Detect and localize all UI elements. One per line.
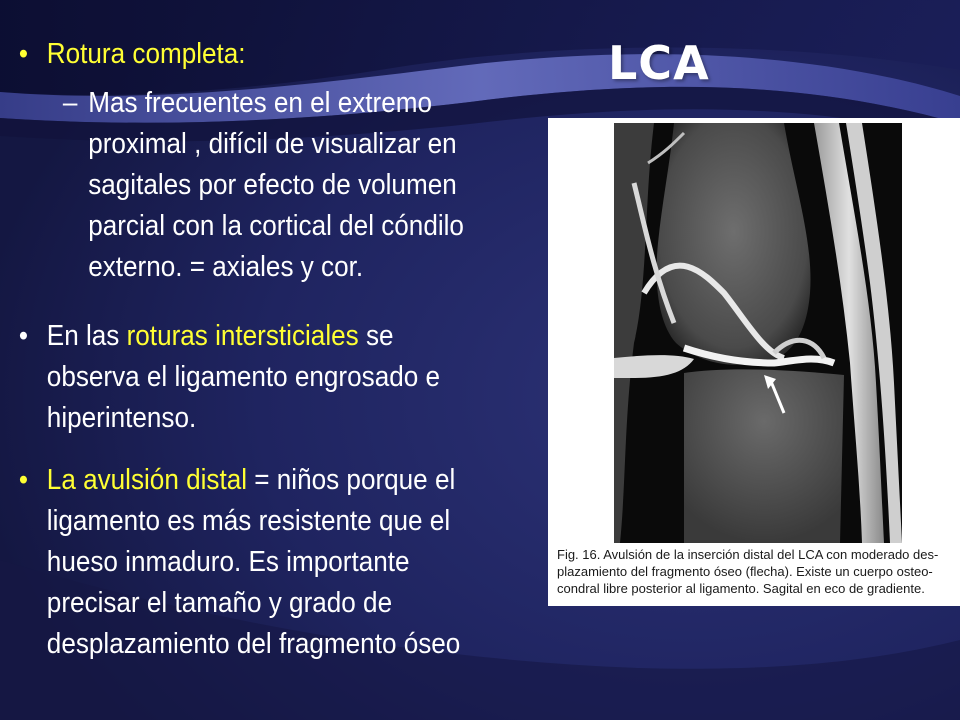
bullet-rotura-completa: Rotura completa: [46, 38, 246, 70]
sub-bullet-line: Mas frecuentes en el extremo [88, 87, 433, 119]
figure-caption [557, 546, 955, 597]
caption-line: condral libre posterior al ligamento. Sagital en eco de gradiente. [557, 581, 925, 596]
sub-bullet-line: proximal , difícil de visualizar en [88, 128, 457, 160]
sub-bullet-line: parcial con la cortical del cóndilo [88, 210, 464, 242]
bullet-icon: • [18, 464, 28, 496]
highlight-roturas-intersticiales: roturas intersticiales [126, 320, 359, 352]
text-span: = niños porque el [247, 464, 456, 496]
slide-title: LCA [608, 36, 710, 90]
bullet-line: precisar el tamaño y grado de [46, 587, 393, 619]
bullet-roturas-intersticiales [47, 316, 440, 439]
sub-bullet-line: sagitales por efecto de volumen [88, 169, 457, 201]
bullet-line: hiperintenso. [46, 402, 197, 434]
dash-icon: – [62, 87, 78, 119]
highlight-avulsion-distal: La avulsión distal [46, 464, 248, 496]
bullet-line: desplazamiento del fragmento óseo [46, 628, 461, 660]
bullet-line: hueso inmaduro. Es importante [46, 546, 410, 578]
caption-line: Fig. 16. Avulsión de la inserción distal del LCA con moderado des- [557, 547, 939, 562]
bullet-icon: • [18, 320, 28, 352]
caption-line: plazamiento del fragmento óseo (flecha). Existe un cuerpo osteo- [557, 564, 933, 579]
bullet-line: observa el ligamento engrosado e [46, 361, 441, 393]
bullet-avulsion-distal [47, 460, 461, 665]
text-span: se [358, 320, 394, 352]
mri-knee-image [614, 123, 902, 543]
sub-bullet-text [88, 83, 464, 288]
bullet-icon: • [18, 38, 28, 70]
bullet-line: ligamento es más resistente que el [46, 505, 451, 537]
text-span: En las [46, 320, 127, 352]
sub-bullet-line: externo. = axiales y cor. [88, 251, 364, 283]
